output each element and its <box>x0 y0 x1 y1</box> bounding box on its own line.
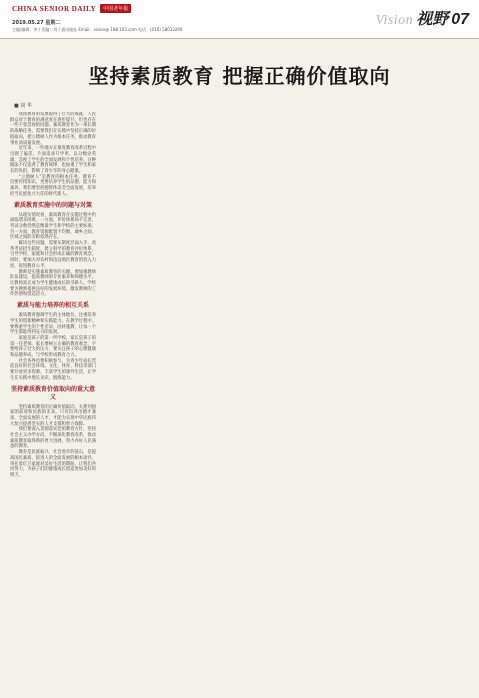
paragraph: 坚持素质教育的正确价值取向，关系到国家的前途和民族的未来。只有培养出德才兼备、全面发展的人才，才能为实现中华民族伟大复兴提供坚实的人才支撑和智力保障。 <box>10 404 96 427</box>
paragraph: 教师是实施素质教育的关键。要加强教师队伍建设，提高教师的专业素养和师德水平，让教师真正成为学生健康成长的引路人。学校要为教师提供良好的发展环境，激发教师的工作热情和创造活力。 <box>10 269 96 298</box>
paragraph: “立德树人”是教育的根本任务。教育不仅要传授知识，更要培养学生的品德、能力和素养。我们要坚持德智体美劳全面发展，培养担当民族复兴大任的时代新人。 <box>10 174 96 197</box>
paragraph: 解决这些问题，需要从制度层面入手，改革考试招生制度，建立科学的教育评价体系，引导学校、家庭和社会形成正确的教育观念。同时，要加大对农村和边远地区教育的投入力度，促进教育公平。 <box>10 241 96 269</box>
contact-line: 主编/编辑：李 / 美编：刘 / 通讯地址 Email：vision@ 188 163.com 电话：(010) 58033200 <box>12 27 183 32</box>
paragraph: 素质教育强调学生的主体地位，注重培养学生的创新精神和实践能力。在教学过程中，要尊重学生的个性差异，因材施教，让每一个学生都能得到充分的发展。 <box>10 313 96 336</box>
article-byline: ■ 胡 华 <box>14 103 32 109</box>
paragraph: 家庭是孩子的第一所学校，家长是孩子的第一任老师。家长要树立正确的教育观念，不要给孩子过大的压力，要关注孩子的心理健康和品德养成，与学校形成教育合力。 <box>10 335 96 359</box>
page-number: 07 <box>451 11 469 28</box>
paragraph: 我国教育的发展取得了巨大的成就，人民群众对于教育的满意度在逐步提升，但也存在一些不容忽视的问题。素质教育作为一项长期的战略任务，需要我们在实践中坚持正确的价值取向，把立德树人作为根本任务，推动教育事业高质量发展。 <box>10 112 96 146</box>
section-english: Vision <box>375 13 414 28</box>
logo-english: CHINA SENIOR DAILY <box>12 4 97 13</box>
issue-date: 2019.05.27 星期二 <box>12 20 61 26</box>
paragraph: 教育是民族振兴、社会进步的基石，是提高国民素质、促进人的全面发展的根本途径，寄托着亿万家庭对美好生活的期盼。让我们共同努力，为孩子们的健康成长创造更加美好的明天。 <box>10 450 96 478</box>
masthead <box>0 0 479 39</box>
subheading: 素质教育实施中的问题与对策 <box>13 201 92 209</box>
section-header <box>375 6 469 29</box>
newspaper-logo <box>12 4 182 33</box>
subheading: 素质与能力培养的相互关系 <box>16 302 89 310</box>
article-body <box>10 112 472 692</box>
logo-badge: 中国老年报 <box>100 4 131 13</box>
section-name: 视野 <box>416 9 449 28</box>
paragraph: 社会各界也要积极参与，为青少年成长营造良好的社会环境。文化、体育、科技等部门要开放更多资源，丰富学生的课外生活，让学生在实践中增长见识、锻炼能力。 <box>10 358 96 381</box>
paragraph: 从现实情况看，素质教育在实施过程中仍面临诸多困难。一方面，评价体系尚不完善，考试分数仍然是衡量学生和学校的主要标准；另一方面，教育资源配置不均衡，城乡之间、区域之间的差距依然存在。 <box>10 212 96 241</box>
subheading: 坚持素质教育价值取向的重大意义 <box>10 385 95 401</box>
article-headline: 坚持素质教育 把握正确价值取向 <box>88 64 391 88</box>
paragraph: 近年来，一些地方在推进教育改革过程中出现了偏差，片面追求升学率，以分数论英雄，忽视了学生的全面发展和个性培养。这种做法不仅违背了教育规律，也加重了学生和家长的负担，影响了青少年的身心健康。 <box>10 146 96 175</box>
paragraph: 我们要深入贯彻落实党的教育方针，坚持社会主义办学方向，不断深化教育改革，推动素质教育取得新的更大进展，努力办好人民满意的教育。 <box>10 427 96 450</box>
